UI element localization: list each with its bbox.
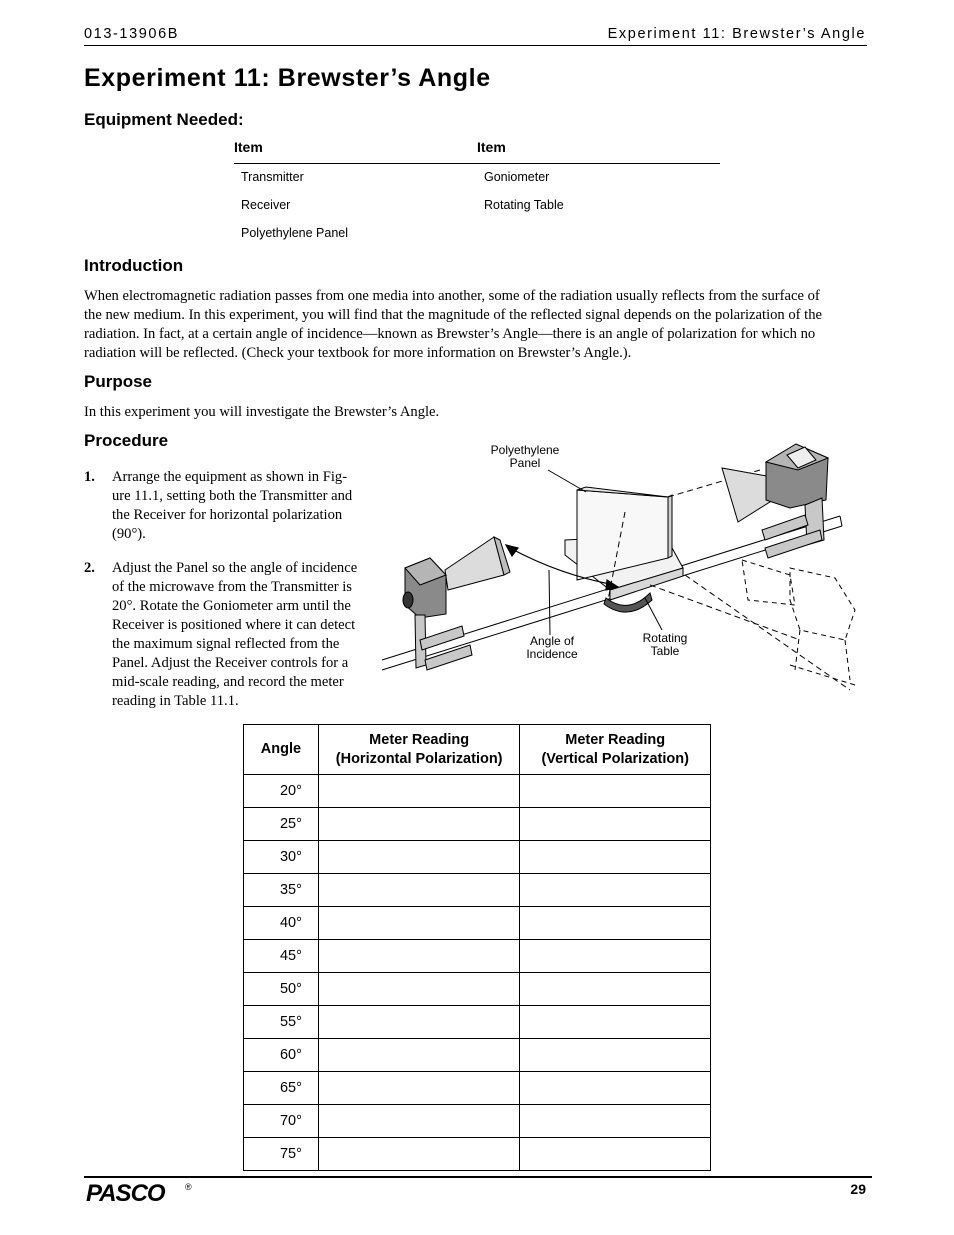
step-line: of the microwave from the Transmitter is — [112, 579, 352, 595]
horizontal-reading-cell — [318, 1105, 520, 1138]
doc-number: 013-13906B — [84, 26, 180, 42]
page-number: 29 — [850, 1181, 866, 1197]
table-row — [244, 907, 711, 940]
horizontal-reading-cell — [318, 1006, 520, 1039]
vertical-reading-cell — [520, 907, 711, 940]
angle-cell: 20° — [244, 775, 319, 808]
table-row — [244, 808, 711, 841]
figure-setup-diagram — [376, 438, 876, 694]
equipment-heading: Equipment Needed: — [84, 110, 244, 129]
header-text: Angle — [260, 741, 302, 757]
procedure-step-2 — [84, 559, 358, 711]
header-text: Meter Reading — [565, 731, 666, 748]
table-row — [244, 1039, 711, 1072]
angle-cell: 45° — [244, 940, 319, 973]
label-line: Table — [650, 644, 680, 658]
running-title: Experiment 11: Brewster’s Angle — [607, 26, 866, 42]
angle-cell: 40° — [244, 907, 319, 940]
table-row — [244, 874, 711, 907]
vertical-reading-cell — [520, 1072, 711, 1105]
horizontal-reading-cell — [318, 1072, 520, 1105]
receiver-ghost — [742, 560, 855, 685]
label-line: Incidence — [526, 647, 578, 661]
step-line: 20°. Rotate the Goniometer arm until the — [112, 598, 351, 614]
angle-cell: 55° — [244, 1006, 319, 1039]
equipment-col1-header: Item — [234, 139, 263, 155]
equipment-rule — [234, 163, 720, 164]
meter-reading-table — [243, 724, 711, 1171]
horizontal-reading-cell — [318, 775, 520, 808]
step-line: Panel. Adjust the Receiver controls for a — [112, 655, 349, 671]
table-row — [244, 1006, 711, 1039]
header-rule — [84, 45, 867, 46]
vertical-reading-cell — [520, 808, 711, 841]
horizontal-reading-cell — [318, 1039, 520, 1072]
logo-text: PASCO — [86, 1180, 165, 1204]
angle-cell: 75° — [244, 1138, 319, 1171]
introduction-paragraph — [84, 287, 874, 363]
step-line: Arrange the equipment as shown in Fig- — [112, 469, 348, 485]
angle-cell: 50° — [244, 973, 319, 1006]
angle-cell: 60° — [244, 1039, 319, 1072]
procedure-heading: Procedure — [84, 431, 169, 450]
transmitter — [403, 537, 510, 670]
angle-cell: 30° — [244, 841, 319, 874]
table-row — [244, 1072, 711, 1105]
label-line: Rotating — [642, 631, 688, 645]
footer-rule — [84, 1176, 872, 1178]
horizontal-reading-cell — [318, 808, 520, 841]
receiver — [722, 444, 828, 558]
horizontal-reading-cell — [318, 1138, 520, 1171]
header-text: (Horizontal Polarization) — [335, 750, 503, 767]
registered-mark: ® — [185, 1182, 192, 1192]
introduction-line: radiation will be reflected. (Check your textbook for more information on Brewster’s Angle.). — [84, 345, 632, 361]
label-polyethylene-panel — [476, 444, 574, 470]
label-line: Panel — [509, 456, 541, 470]
header-vertical — [520, 725, 711, 775]
step-line: reading in Table 11.1. — [112, 693, 239, 709]
step-text — [112, 468, 370, 544]
vertical-reading-cell — [520, 874, 711, 907]
label-rotating-table — [628, 632, 702, 658]
horizontal-reading-cell — [318, 841, 520, 874]
step-text — [112, 559, 370, 711]
horizontal-reading-cell — [318, 907, 520, 940]
table-header-row — [244, 725, 711, 775]
vertical-reading-cell — [520, 841, 711, 874]
vertical-reading-cell — [520, 1138, 711, 1171]
header-text: Meter Reading — [369, 731, 470, 748]
table-row — [244, 841, 711, 874]
angle-cell: 35° — [244, 874, 319, 907]
vertical-reading-cell — [520, 973, 711, 1006]
introduction-heading: Introduction — [84, 256, 184, 275]
purpose-text: In this experiment you will investigate the Brewster’s Angle. — [84, 404, 440, 420]
equipment-item-receiver: Receiver — [241, 198, 291, 212]
table-row — [244, 940, 711, 973]
step-line: ure 11.1, setting both the Transmitter and — [112, 488, 353, 504]
vertical-reading-cell — [520, 940, 711, 973]
page-title: Experiment 11: Brewster’s Angle — [84, 64, 491, 92]
header-text: (Vertical Polarization) — [541, 750, 689, 767]
table-row — [244, 1138, 711, 1171]
step-line: Adjust the Panel so the angle of incidence — [112, 560, 358, 576]
introduction-line: When electromagnetic radiation passes from one media into another, some of the radiation usually reflects from the surface of — [84, 288, 820, 304]
step-number: 1. — [84, 469, 95, 485]
equipment-item-panel: Polyethylene Panel — [241, 226, 349, 240]
step-line: (90°). — [112, 526, 146, 542]
pasco-logo — [84, 1180, 194, 1204]
header-angle — [244, 725, 319, 775]
purpose-heading: Purpose — [84, 372, 153, 391]
horizontal-reading-cell — [318, 973, 520, 1006]
vertical-reading-cell — [520, 775, 711, 808]
introduction-line: the new medium. In this experiment, you will find that the magnitude of the reflected signal depends on the polarization of the — [84, 307, 822, 323]
equipment-item-goniometer: Goniometer — [484, 170, 550, 184]
equipment-col2-header: Item — [477, 139, 506, 155]
table-row — [244, 1105, 711, 1138]
vertical-reading-cell — [520, 1006, 711, 1039]
vertical-reading-cell — [520, 1105, 711, 1138]
label-angle-of-incidence — [512, 635, 592, 661]
angle-cell: 70° — [244, 1105, 319, 1138]
label-line: Polyethylene — [490, 443, 560, 457]
horizontal-reading-cell — [318, 874, 520, 907]
step-number: 2. — [84, 560, 95, 576]
procedure-step-1 — [84, 468, 354, 544]
label-line: Angle of — [529, 634, 575, 648]
table-row — [244, 973, 711, 1006]
equipment-item-transmitter: Transmitter — [241, 170, 304, 184]
angle-cell: 25° — [244, 808, 319, 841]
header-horizontal — [318, 725, 520, 775]
horizontal-reading-cell — [318, 940, 520, 973]
introduction-line: radiation. In fact, at a certain angle of incidence—known as Brewster’s Angle—there is an angle of polarization for which no — [84, 326, 816, 342]
step-line: the maximum signal reflected from the — [112, 636, 340, 652]
vertical-reading-cell — [520, 1039, 711, 1072]
equipment-item-rotating-table: Rotating Table — [484, 198, 564, 212]
angle-cell: 65° — [244, 1072, 319, 1105]
step-line: Receiver is positioned where it can detect — [112, 617, 356, 633]
table-row — [244, 775, 711, 808]
step-line: mid-scale reading, and record the meter — [112, 674, 344, 690]
step-line: the Receiver for horizontal polarization — [112, 507, 343, 523]
